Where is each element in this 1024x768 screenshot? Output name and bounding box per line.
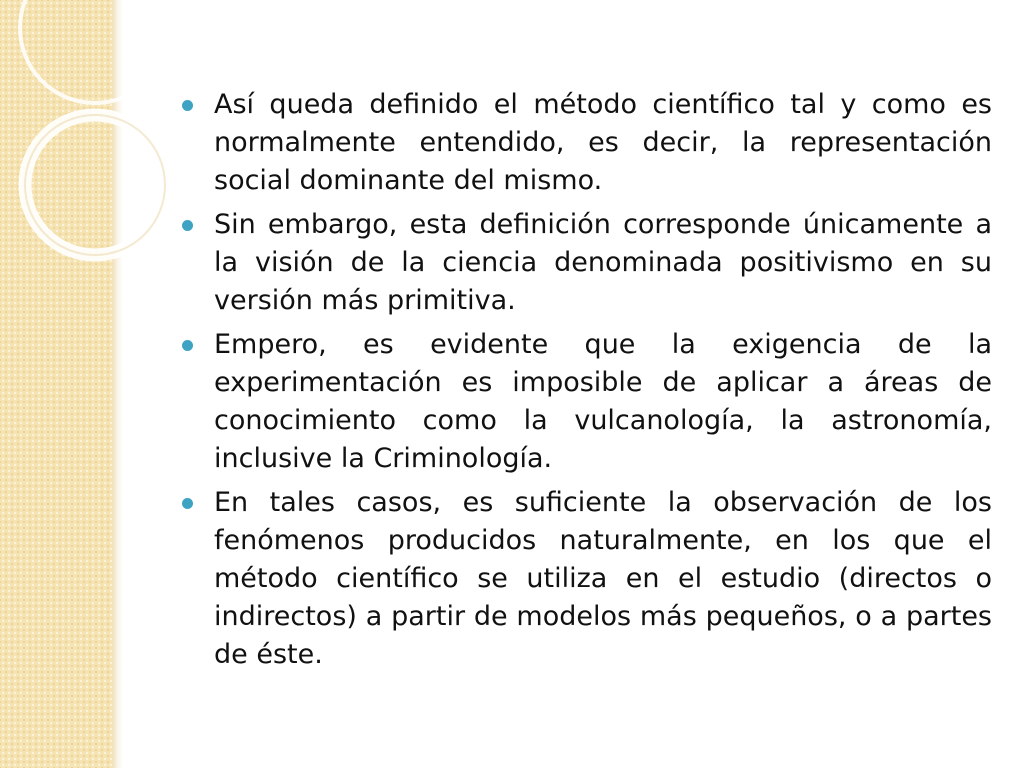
bullet-dot-icon [182,100,193,111]
bullet-dot-icon [182,340,193,351]
bullet-list [178,86,992,674]
bullet-dot-icon [182,220,193,231]
bullet-text: Empero, es evidente que la exigencia de la experimentación es imposible de aplicar a áreas de conocimiento como la vulcanología, la astronomía, inclusive la Criminología. [214,329,992,474]
bullet-item [178,484,992,674]
bullet-text: Sin embargo, esta definición corresponde únicamente a la visión de la ciencia denominada positivismo en su versión más primitiva. [214,209,992,316]
bullet-item [178,86,992,200]
slide-content [178,86,992,680]
bullet-text: Así queda definido el método científico tal y como es normalmente entendido, es decir, la representación social dominante del mismo. [214,89,992,196]
bullet-item [178,206,992,320]
bullet-text: En tales casos, es suficiente la observación de los fenómenos producidos naturalmente, en los que el método científico se utiliza en el estudio (directos o indirectos) a partir de modelos más pequeños, o a partes de éste. [214,487,992,670]
bullet-item [178,326,992,478]
decorative-rings-icon [0,0,130,260]
bullet-dot-icon [182,498,193,509]
